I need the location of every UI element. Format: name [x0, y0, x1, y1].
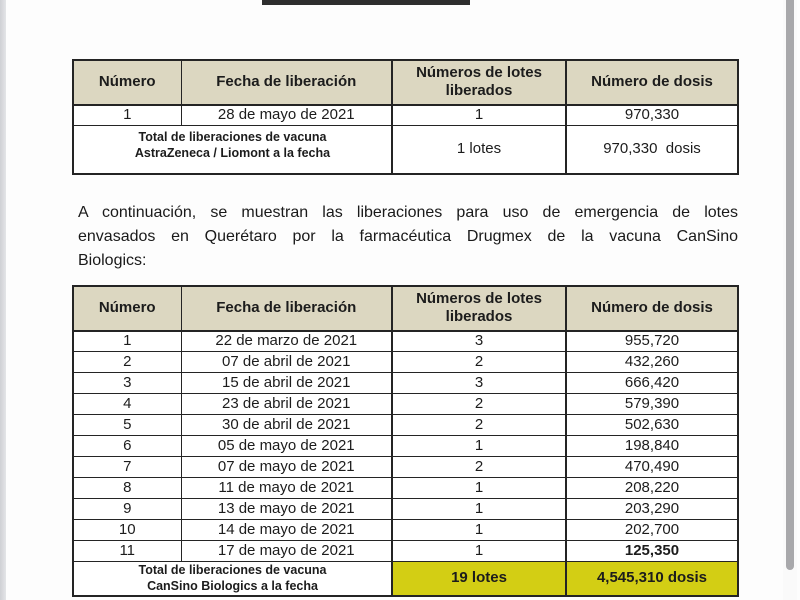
- intro-line-1: A continuación, se muestran las liberaciones para uso de emergencia de lotes: [78, 204, 738, 221]
- cell-lotes: 1: [392, 541, 566, 562]
- cell-fecha: 05 de mayo de 2021: [181, 436, 392, 457]
- table-row: [73, 415, 738, 436]
- cell-dosis: 125,350: [566, 541, 738, 562]
- cell-numero: 5: [73, 415, 181, 436]
- total-label-line2: CanSino Biologics a la fecha: [147, 579, 318, 594]
- total-label-line2: AstraZeneca / Liomont a la fecha: [134, 146, 331, 161]
- cell-lotes: 2: [392, 352, 566, 373]
- astrazeneca-release-table: [72, 59, 739, 175]
- intro-line-3: Biologics:: [78, 252, 147, 269]
- cell-lotes: 2: [392, 415, 566, 436]
- scrollbar-thumb[interactable]: [786, 0, 794, 570]
- intro-paragraph: [78, 201, 738, 273]
- table-row: [73, 520, 738, 541]
- cell-lotes: 1: [392, 478, 566, 499]
- cell-fecha: 22 de marzo de 2021: [181, 331, 392, 352]
- cell-dosis: 203,290: [566, 499, 738, 520]
- cell-numero: 3: [73, 373, 181, 394]
- cell-numero: 11: [73, 541, 181, 562]
- cell-lotes: 3: [392, 331, 566, 352]
- cell-numero: 7: [73, 457, 181, 478]
- table-row: [73, 436, 738, 457]
- table-total-row: [73, 126, 738, 174]
- header-dosis: Número de dosis: [566, 286, 738, 331]
- cell-fecha: 07 de abril de 2021: [181, 352, 392, 373]
- cell-dosis: 502,630: [566, 415, 738, 436]
- cell-numero: 10: [73, 520, 181, 541]
- header-fecha: Fecha de liberación: [181, 60, 392, 105]
- table-row: [73, 541, 738, 562]
- cell-dosis: 208,220: [566, 478, 738, 499]
- scrollbar-track[interactable]: [783, 0, 797, 600]
- total-label: [73, 562, 392, 596]
- table-row: [73, 478, 738, 499]
- total-dosis: 970,330 dosis: [566, 126, 738, 174]
- cell-dosis: 202,700: [566, 520, 738, 541]
- header-lotes: Números de lotes liberados: [392, 60, 566, 105]
- cell-fecha: 07 de mayo de 2021: [181, 457, 392, 478]
- cell-numero: 2: [73, 352, 181, 373]
- table-row: [73, 105, 738, 126]
- cell-fecha: 30 de abril de 2021: [181, 415, 392, 436]
- cell-fecha: 11 de mayo de 2021: [181, 478, 392, 499]
- table-row: [73, 352, 738, 373]
- cell-lotes: 1: [392, 520, 566, 541]
- cell-dosis: 666,420: [566, 373, 738, 394]
- cell-dosis: 198,840: [566, 436, 738, 457]
- header-fecha: Fecha de liberación: [181, 286, 392, 331]
- table-total-row: [73, 562, 738, 596]
- cell-dosis: 432,260: [566, 352, 738, 373]
- cansino-release-table: [72, 285, 739, 597]
- cell-numero: 1: [73, 105, 181, 126]
- cell-numero: 9: [73, 499, 181, 520]
- cell-fecha: 13 de mayo de 2021: [181, 499, 392, 520]
- intro-line-2: envasados en Querétaro por la farmacéutica Drugmex de la vacuna CanSino: [78, 228, 738, 245]
- cell-numero: 8: [73, 478, 181, 499]
- cell-lotes: 1: [392, 105, 566, 126]
- cell-numero: 4: [73, 394, 181, 415]
- header-dosis: Número de dosis: [566, 60, 738, 105]
- cell-lotes: 2: [392, 457, 566, 478]
- table-header-row: [73, 286, 738, 331]
- cell-fecha: 28 de mayo de 2021: [181, 105, 392, 126]
- page-left-edge: [0, 0, 6, 600]
- cell-dosis: 955,720: [566, 331, 738, 352]
- cell-fecha: 14 de mayo de 2021: [181, 520, 392, 541]
- cropped-top-rule: [262, 0, 470, 5]
- table-row: [73, 373, 738, 394]
- cell-numero: 1: [73, 331, 181, 352]
- total-label: [73, 126, 392, 174]
- cell-fecha: 15 de abril de 2021: [181, 373, 392, 394]
- header-lotes: Números de lotes liberados: [392, 286, 566, 331]
- cell-lotes: 1: [392, 436, 566, 457]
- table-row: [73, 331, 738, 352]
- total-lotes-highlighted: 19 lotes: [392, 562, 566, 596]
- cell-fecha: 23 de abril de 2021: [181, 394, 392, 415]
- cell-numero: 6: [73, 436, 181, 457]
- total-label-line1: Total de liberaciones de vacuna: [138, 130, 327, 145]
- table-row: [73, 394, 738, 415]
- cell-dosis: 470,490: [566, 457, 738, 478]
- cell-fecha: 17 de mayo de 2021: [181, 541, 392, 562]
- cell-lotes: 1: [392, 499, 566, 520]
- cell-dosis: 970,330: [566, 105, 738, 126]
- total-label-line1: Total de liberaciones de vacuna: [138, 563, 327, 578]
- header-numero: Número: [73, 286, 181, 331]
- cell-lotes: 3: [392, 373, 566, 394]
- total-lotes: 1 lotes: [392, 126, 566, 174]
- table-row: [73, 457, 738, 478]
- table-header-row: [73, 60, 738, 105]
- table-row: [73, 499, 738, 520]
- cell-lotes: 2: [392, 394, 566, 415]
- cell-dosis: 579,390: [566, 394, 738, 415]
- header-numero: Número: [73, 60, 181, 105]
- total-dosis-highlighted: 4,545,310 dosis: [566, 562, 738, 596]
